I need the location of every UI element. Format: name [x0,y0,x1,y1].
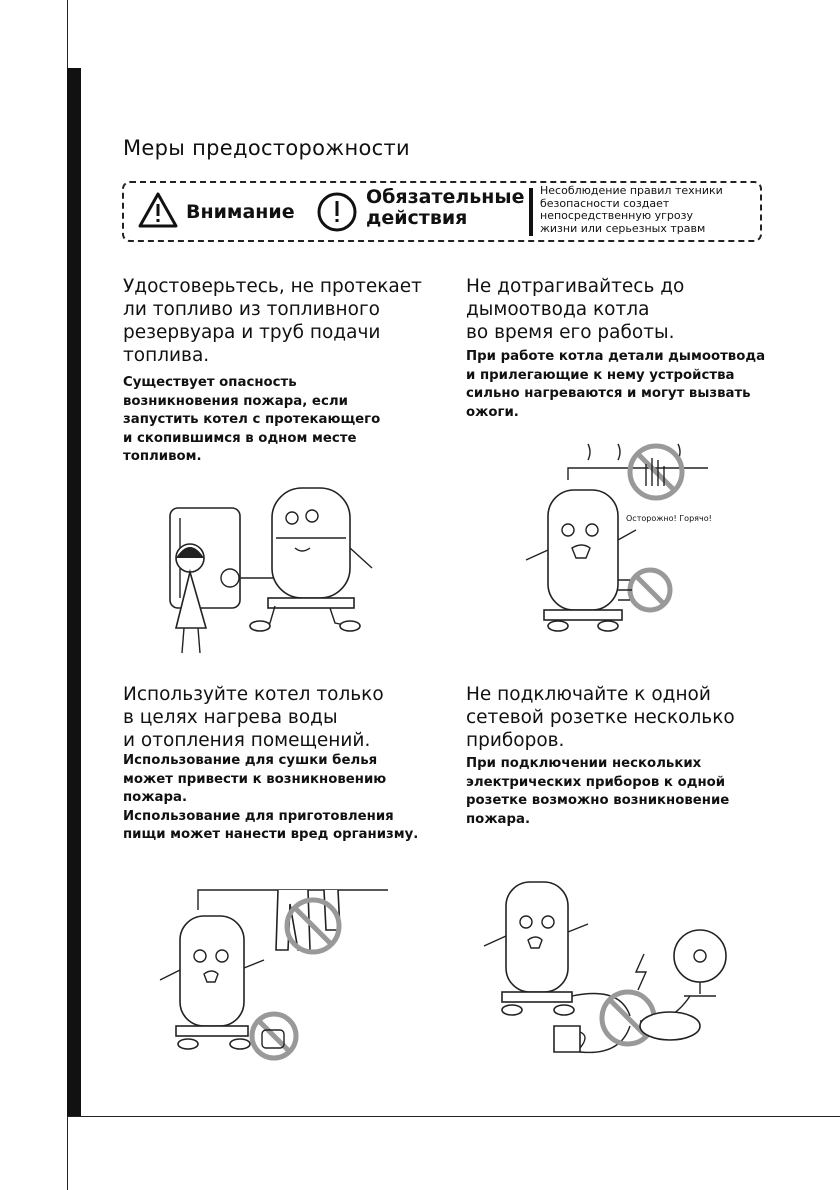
heading-line: резервуара и труб подачи [123,322,381,343]
mandatory-label-line1: Обязательные [366,186,525,208]
heading-line: Используйте котел только [123,684,384,705]
section-1-body [123,374,433,467]
body-line: ожоги. [466,404,519,420]
page-side-bar [67,68,81,1116]
legend-note-line: жизни или серьезных травм [540,221,706,235]
overloaded-socket-illustration [470,876,740,1066]
mandatory-label [366,187,525,229]
legend-note-line: безопасности создает [540,196,670,210]
body-line: пожара. [466,811,531,827]
heading-line: ли топливо из топливного [123,299,381,320]
section-1-heading [123,275,443,367]
heading-line: Не дотрагивайтесь до [466,276,685,297]
legend-divider [529,188,533,236]
hot-warning-label: Осторожно! Горячо! [626,514,712,523]
body-line: сильно нагреваются и могут вызвать [466,386,751,401]
section-2-heading [466,275,796,344]
section-2-body [466,348,806,422]
body-line: Использование для приготовления [123,808,394,824]
heading-line: приборов. [466,730,565,751]
hot-flue-illustration [508,440,828,640]
body-line: электрических приборов к одной [466,774,726,790]
body-line: запустить котел с протекающего [123,412,381,427]
body-line: При работе котла детали дымоотвода [466,349,766,364]
body-line: и скопившимся в одном месте [123,430,357,446]
misuse-drying-cooking-illustration [148,860,398,1068]
section-4-heading [466,683,786,752]
body-line: розетке возможно возникновение [466,793,730,808]
body-line: Существует опасность [123,375,297,390]
body-line: пожара. [123,790,188,805]
section-4-body [466,755,786,829]
page-title: Меры предосторожности [123,136,411,160]
heading-line: Удостоверьтесь, не протекает [123,276,422,297]
legend-note-line: непосредственную угрозу [540,209,694,222]
heading-line: сетевой розетке несколько [466,707,735,728]
heading-line: дымоотвода котла [466,299,650,320]
section-3-heading [123,683,443,752]
page-bottom-rule [67,1116,840,1117]
warning-label: Внимание [186,201,295,223]
fuel-leak-illustration [150,478,450,668]
heading-line: и отопления помещений. [123,730,371,751]
mandatory-label-line2: действия [366,207,468,229]
heading-line: топлива. [123,345,210,366]
body-line: При подключении нескольких [466,756,702,771]
body-line: Использование для сушки белья [123,753,378,768]
legend-note [540,185,764,235]
heading-line: во время его работы. [466,322,675,343]
mandatory-action-icon [316,191,358,233]
body-line: топливом. [123,449,202,464]
heading-line: в целях нагрева воды [123,707,338,728]
body-line: пищи может нанести вред организму. [123,827,419,842]
legend-box [122,181,762,242]
warning-triangle-icon [138,192,178,228]
heading-line: Не подключайте к одной [466,684,711,705]
legend-note-line: Несоблюдение правил техники [540,184,723,197]
body-line: возникновения пожара, если [123,393,348,409]
body-line: и прилегающие к нему устройства [466,367,735,383]
section-3-body [123,752,453,845]
body-line: может привести к возникновению [123,771,387,787]
